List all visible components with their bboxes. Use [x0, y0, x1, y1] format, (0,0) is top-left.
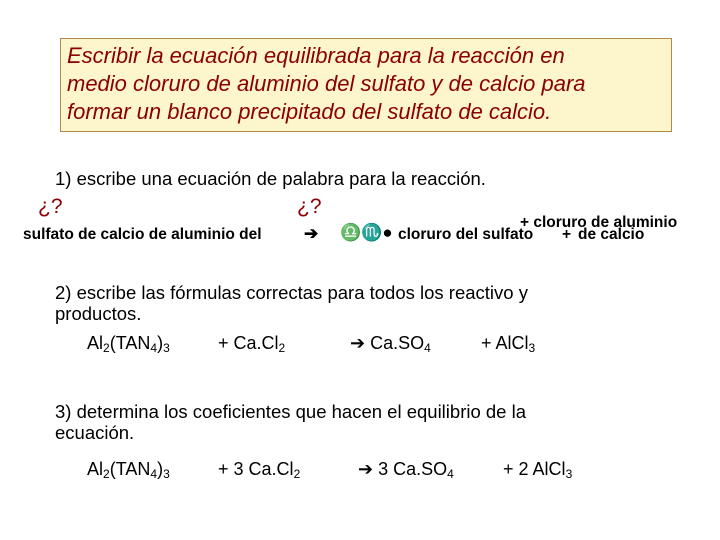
title-line-1: Escribir la ecuación equilibrada para la reacción en [67, 43, 565, 68]
word-eq-reactants: sulfato de calcio de aluminio del [23, 226, 262, 243]
title-line-2: medio cloruro de aluminio del sulfato y de calcio para [67, 71, 586, 96]
step3-product-1: ➔ 3 $Ca.SO_4$ [358, 459, 454, 481]
step2-product-2: + AlCl$_3$ [481, 333, 536, 355]
step3-instruction-line2: ecuación. [55, 422, 135, 443]
step3-reactant-2: + 3 $Ca.Cl_2$ [218, 459, 301, 481]
word-eq-plus: + [562, 226, 572, 243]
step2-instruction-line2: productos. [55, 303, 142, 324]
question-mark-2: ¿? [297, 195, 322, 218]
word-eq-overlap: + cloruro de aluminio [520, 214, 678, 231]
symbol-glyphs: ♎♏● [340, 223, 393, 242]
word-eq-product-2: de calcio [578, 226, 645, 243]
step3-instruction-line1: 3) determina los coeficientes que hacen el equilibrio de la [55, 401, 527, 422]
question-mark-1: ¿? [38, 195, 63, 218]
title-box [60, 38, 672, 132]
step2-reactant-2: + $Ca.Cl_2$ [218, 333, 286, 355]
arrow-icon: ➔ [358, 459, 374, 479]
step3-product-2: + 2 AlCl$_3$ [503, 459, 573, 481]
arrow-icon: ➔ [350, 333, 366, 353]
step3-reactant-1: $Al_2(TAN_4)_3$ [87, 459, 170, 481]
step1-instruction: 1) escribe una ecuación de palabra para la reacción. [55, 168, 486, 189]
step2-instruction-line1: 2) escribe las fórmulas correctas para todos los reactivo y [55, 282, 528, 303]
word-eq-product-1: cloruro del sulfato [398, 226, 534, 243]
step2-product-1: ➔ $Ca.SO_4$ [350, 333, 431, 355]
title-line-3: formar un blanco precipitado del sulfato de calcio. [67, 99, 552, 124]
step2-reactant-1: $Al_2(TAN_4)_3$ [87, 333, 170, 355]
arrow-icon: ➔ [304, 224, 319, 243]
